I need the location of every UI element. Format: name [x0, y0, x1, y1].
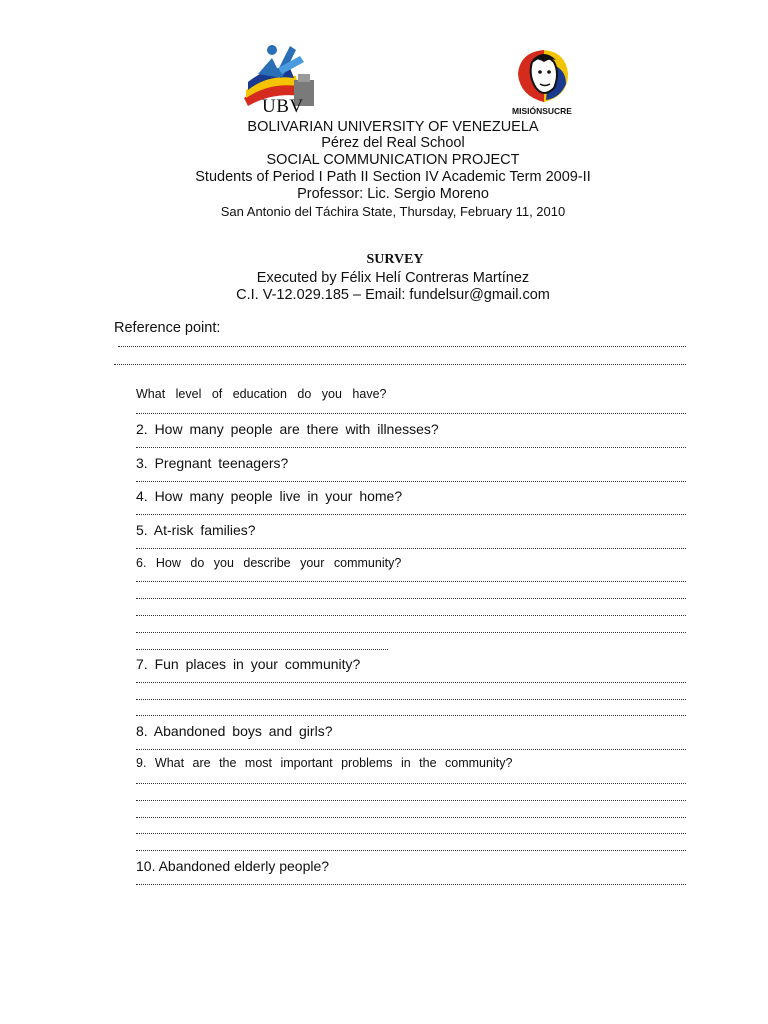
answer-line[interactable] — [136, 712, 686, 716]
location-date: San Antonio del Táchira State, Thursday, February 11, 2010 — [220, 204, 566, 219]
question-10: 10. Abandoned elderly people? — [136, 858, 330, 874]
executed-by: Executed by Félix Helí Contreras Martínez — [256, 270, 530, 286]
question-4: 4. How many people live in your home? — [136, 488, 403, 504]
reference-answer-line[interactable] — [118, 343, 686, 347]
reference-answer-line[interactable] — [114, 361, 686, 365]
answer-line[interactable] — [136, 830, 686, 834]
ubv-logo-text: UBV — [262, 96, 304, 117]
school-name: Pérez del Real School — [321, 135, 465, 151]
answer-line[interactable] — [136, 578, 686, 582]
question-7: 7. Fun places in your community? — [136, 656, 361, 672]
mision-sucre-logo — [510, 44, 574, 118]
answer-line[interactable] — [136, 679, 686, 683]
question-9: 9. What are the most important problems in the community? — [136, 756, 513, 770]
answer-line[interactable] — [136, 797, 686, 801]
answer-line[interactable] — [136, 612, 686, 616]
answer-line[interactable] — [136, 847, 686, 851]
question-6: 6. How do you describe your community? — [136, 556, 402, 570]
answer-line[interactable] — [136, 478, 686, 482]
contact-line: C.I. V-12.029.185 – Email: fundelsur@gmail.com — [236, 287, 550, 303]
answer-line[interactable] — [136, 410, 686, 414]
mision-sucre-logo-text: MISIÓNSUCRE — [512, 106, 572, 116]
question-3: 3. Pregnant teenagers? — [136, 455, 289, 471]
answer-line[interactable] — [136, 646, 388, 650]
answer-line[interactable] — [136, 444, 686, 448]
answer-line[interactable] — [136, 545, 686, 549]
answer-line[interactable] — [136, 696, 686, 700]
answer-line[interactable] — [136, 629, 686, 633]
question-1: What level of education do you have? — [136, 387, 387, 401]
project-name: SOCIAL COMMUNICATION PROJECT — [266, 152, 520, 168]
answer-line[interactable] — [136, 780, 686, 784]
question-5: 5. At-risk families? — [136, 522, 256, 538]
answer-line[interactable] — [136, 746, 686, 750]
question-2: 2. How many people are there with illnesses? — [136, 421, 439, 437]
university-name: BOLIVARIAN UNIVERSITY OF VENEZUELA — [247, 119, 539, 135]
answer-line[interactable] — [136, 881, 686, 885]
answer-line[interactable] — [136, 595, 686, 599]
reference-point-label: Reference point: — [114, 320, 221, 336]
question-8: 8. Abandoned boys and girls? — [136, 723, 333, 739]
answer-line[interactable] — [136, 511, 686, 515]
answer-line[interactable] — [136, 814, 686, 818]
students-line: Students of Period I Path II Section IV Academic Term 2009-II — [195, 169, 591, 185]
survey-title: SURVEY — [366, 252, 424, 267]
professor-line: Professor: Lic. Sergio Moreno — [297, 186, 489, 202]
